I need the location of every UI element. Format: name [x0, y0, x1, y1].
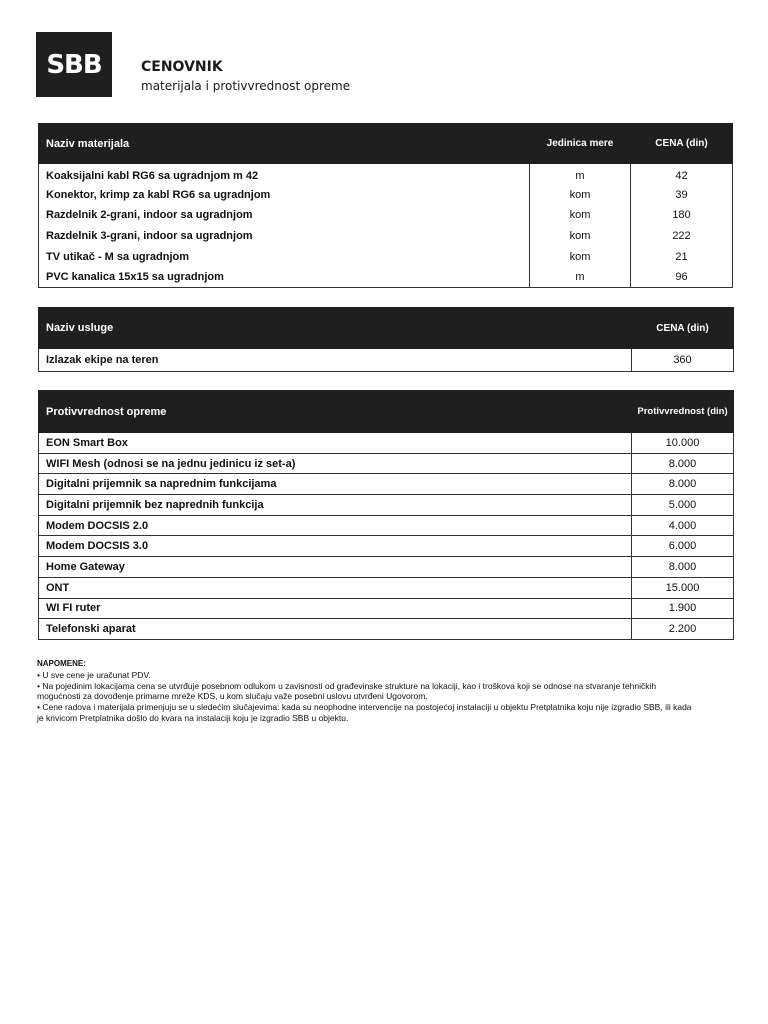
notes-section — [37, 659, 697, 724]
equipment-price: 8.000 — [632, 557, 734, 578]
equipment-name: EON Smart Box — [39, 433, 632, 454]
equipment-name: Modem DOCSIS 2.0 — [39, 515, 632, 536]
table-row — [39, 246, 733, 267]
materials-col-name: Naziv materijala — [39, 124, 530, 164]
table-row — [39, 184, 733, 205]
sbb-logo: SBB — [36, 32, 112, 97]
equipment-price: 15.000 — [632, 577, 734, 598]
material-unit: kom — [530, 246, 631, 267]
equipment-price: 2.200 — [632, 619, 734, 640]
page-title: CENOVNIK — [141, 59, 223, 75]
services-table — [38, 307, 734, 372]
equipment-col-price: Protivvrednost (din) — [632, 391, 734, 433]
material-name: Konektor, krimp za kabl RG6 sa ugradnjom — [39, 184, 530, 205]
material-price: 39 — [631, 184, 733, 205]
material-name: TV utikač - M sa ugradnjom — [39, 246, 530, 267]
equipment-name: Home Gateway — [39, 557, 632, 578]
equipment-price: 8.000 — [632, 453, 734, 474]
table-row — [39, 226, 733, 247]
materials-table — [38, 123, 733, 288]
note-item: • U sve cene je uračunat PDV. — [37, 669, 151, 680]
equipment-name: Digitalni prijemnik sa naprednim funkcijama — [39, 474, 632, 495]
table-row — [39, 453, 734, 474]
page-subtitle: materijala i protivvrednost opreme — [141, 79, 351, 93]
materials-col-unit: Jedinica mere — [530, 124, 631, 164]
service-price: 360 — [632, 349, 734, 372]
services-col-price: CENA (din) — [632, 308, 734, 349]
material-unit: kom — [530, 226, 631, 247]
equipment-name: WI FI ruter — [39, 598, 632, 619]
material-price: 96 — [631, 267, 733, 288]
material-name: Razdelnik 2-grani, indoor sa ugradnjom — [39, 205, 530, 226]
table-row — [39, 536, 734, 557]
equipment-price: 8.000 — [632, 474, 734, 495]
material-name: PVC kanalica 15x15 sa ugradnjom — [39, 267, 530, 288]
table-row — [39, 433, 734, 454]
service-name: Izlazak ekipe na teren — [39, 349, 632, 372]
table-row — [39, 557, 734, 578]
equipment-name: WIFI Mesh (odnosi se na jednu jedinicu iz set-a) — [39, 453, 632, 474]
material-unit: kom — [530, 184, 631, 205]
material-unit: kom — [530, 205, 631, 226]
equipment-name: Modem DOCSIS 3.0 — [39, 536, 632, 557]
material-unit: m — [530, 164, 631, 185]
table-row — [39, 495, 734, 516]
services-col-name: Naziv usluge — [39, 308, 632, 349]
equipment-price: 4.000 — [632, 515, 734, 536]
table-row — [39, 474, 734, 495]
materials-col-price: CENA (din) — [631, 124, 733, 164]
equipment-name: ONT — [39, 577, 632, 598]
table-row — [39, 577, 734, 598]
table-row — [39, 619, 734, 640]
material-name: Koaksijalni kabl RG6 sa ugradnjom m 42 — [39, 164, 530, 185]
equipment-name: Digitalni prijemnik bez naprednih funkcija — [39, 495, 632, 516]
equipment-price: 5.000 — [632, 495, 734, 516]
equipment-price: 6.000 — [632, 536, 734, 557]
table-row — [39, 267, 733, 288]
table-row — [39, 598, 734, 619]
material-price: 42 — [631, 164, 733, 185]
material-price: 222 — [631, 226, 733, 247]
equipment-price: 1.900 — [632, 598, 734, 619]
material-price: 180 — [631, 205, 733, 226]
table-row — [39, 515, 734, 536]
material-unit: m — [530, 267, 631, 288]
table-row — [39, 164, 733, 185]
table-row — [39, 205, 733, 226]
equipment-table — [38, 390, 734, 640]
note-item: • Cene radova i materijala primenjuju se u sledećim slučajevima: kada su neophodne intervencije na postojećoj instalaciji u objektu Pretplatnika koju nije izgradio SBB, ili kada je krivicom Pretplatnika došlo do kvara na instalaciji koju je izgradio SBB u objektu. — [37, 702, 692, 723]
equipment-name: Telefonski aparat — [39, 619, 632, 640]
table-row — [39, 349, 734, 372]
note-item: • Na pojedinim lokacijama cena se utvrđuje posebnom odlukom u zavisnosti od građevinske strukture na lokaciji, kao i troškova koji se odnose na stvaranje tehničkih mogućnosti za dovođenje primarne mreže KDS, u kom slučaju važe posebni uslovu utvrđeni Ugovorom. — [37, 680, 657, 702]
equipment-col-name: Protivvrednost opreme — [39, 391, 632, 433]
equipment-price: 10.000 — [632, 433, 734, 454]
notes-heading: NAPOMENE: — [37, 659, 86, 668]
material-name: Razdelnik 3-grani, indoor sa ugradnjom — [39, 226, 530, 247]
material-price: 21 — [631, 246, 733, 267]
